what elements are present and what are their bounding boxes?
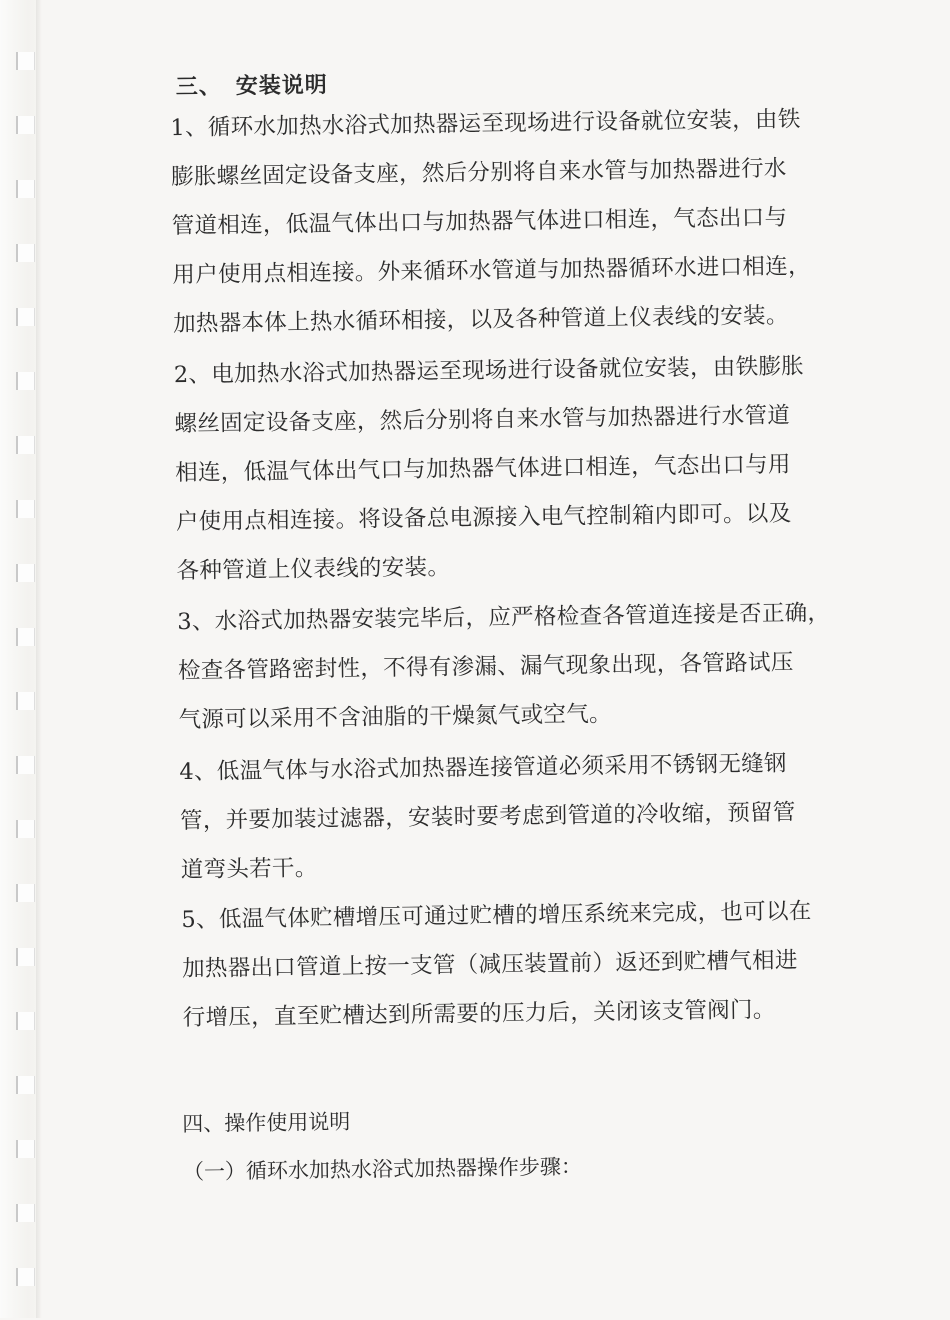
install-step-1 <box>170 95 848 349</box>
text-line: 4、低温气体与水浴式加热器连接管道必须采用不锈钢无缝钢 <box>179 750 787 786</box>
section-3-heading <box>176 68 328 101</box>
section-4-subheading: （一）循环水加热水浴式加热器操作步骤： <box>182 1154 583 1185</box>
section-3-title: 安装说明 <box>235 71 329 100</box>
section-4-heading: 四、操作使用说明 <box>182 1109 351 1137</box>
text-line: 加热器本体上热水循环相接，以及各种管道上仪表线的安装。 <box>172 302 789 338</box>
text-line: 检查各管路密封性，不得有渗漏、漏气现象出现，各管路试压 <box>177 649 794 685</box>
text-line: 管道相连，低温气体出口与加热器气体进口相连，气态出口与 <box>171 204 788 240</box>
section-3-number: 三、 <box>175 73 223 101</box>
install-step-3 <box>177 589 854 745</box>
text-line: 2、电加热水浴式加热器运至现场进行设备就位安装，由铁膨胀 <box>173 353 805 389</box>
text-line: 3、水浴式加热器安装完毕后，应严格检查各管道连接是否正确， <box>177 599 831 636</box>
text-line: 各种管道上仪表线的安装。 <box>176 554 451 585</box>
install-step-2 <box>174 342 852 596</box>
text-line: 户使用点相连接。将设备总电源接入电气控制箱内即可。以及 <box>175 500 792 536</box>
text-line: 加热器出口管道上按一支管（减压装置前）返还到贮槽气相进 <box>181 947 798 983</box>
text-line: 膨胀螺丝固定设备支座，然后分别将自来水管与加热器进行水 <box>170 155 787 191</box>
text-line: 1、循环水加热水浴式加热器运至现场进行设备就位安装，由铁 <box>170 106 801 142</box>
text-line: 5、低温气体贮槽增压可通过贮槽的增压系统来完成，也可以在 <box>181 898 812 934</box>
text-line: 气源可以采用不含油脂的干燥氮气或空气。 <box>178 701 612 734</box>
text-line: 螺丝固定设备支座，然后分别将自来水管与加热器进行水管道 <box>174 402 791 438</box>
text-line: 相连，低温气体出气口与加热器气体进口相连，气态出口与用 <box>175 451 791 487</box>
text-line: 用户使用点相连接。外来循环水管道与加热器循环水进口相连， <box>172 253 811 289</box>
install-step-5 <box>181 887 858 1043</box>
text-line: 行增压，直至贮槽达到所需要的压力后，关闭该支管阀门。 <box>182 996 776 1032</box>
text-line: 道弯头若干。 <box>180 855 318 884</box>
text-line: 管，并要加装过滤器，安装时要考虑到管道的冷收缩，预留管 <box>179 799 796 835</box>
install-step-4 <box>179 739 856 895</box>
